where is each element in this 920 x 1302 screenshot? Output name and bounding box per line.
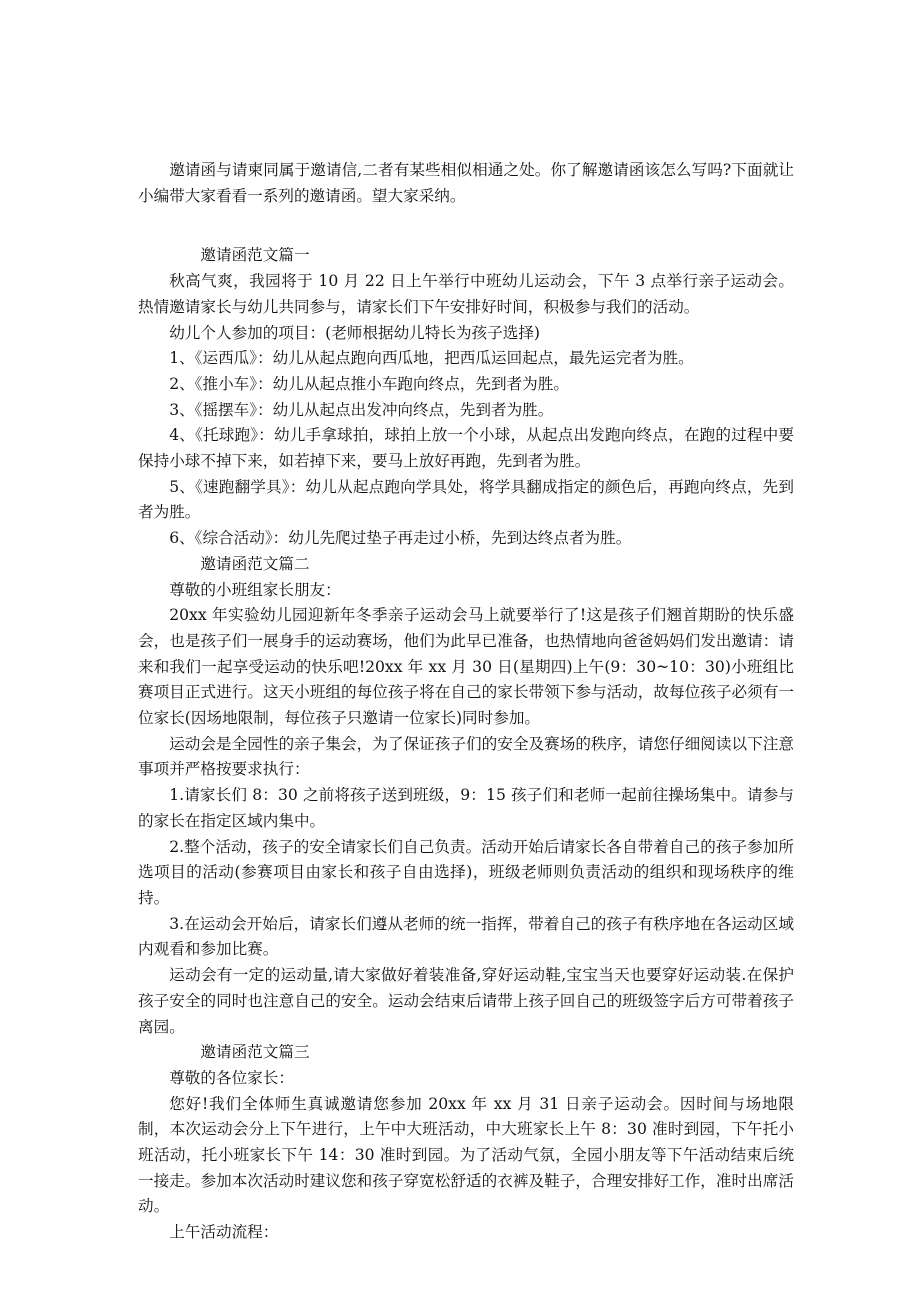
list-item: 1.请家长们 8：30 之前将孩子送到班级，9：15 孩子们和老师一起前往操场集中。请参与的家长在指定区域内集中。 — [138, 786, 794, 830]
list-item: 2、《推小车》：幼儿从起点推小车跑向终点，先到者为胜。 — [169, 374, 569, 393]
list-item: 6、《综合活动》：幼儿先爬过垫子再走过小桥，先到达终点者为胜。 — [169, 529, 632, 548]
list-item: 3、《摇摆车》：幼儿从起点出发冲向终点，先到者为胜。 — [169, 400, 554, 419]
paragraph: 您好!我们全体师生真诚邀请您参加 20xx 年 xx 月 31 日亲子运动会。因时间与场地限制，本次运动会分上下午进行，上午中大班活动，中大班家长上午 8：30 准时到园，下午托小班活动，托小班家长下午 14：30 准时到园。为了活动气氛，全园小朋友等下午活动结束后统一接走。参加本次活动时建议您和孩子穿宽松舒适的衣裤及鞋子，合理安排好工作，准时出席活动。 — [138, 1094, 794, 1216]
paragraph: 运动会有一定的运动量,请大家做好着装准备,穿好运动鞋,宝宝当天也要穿好运动装.在保护孩子安全的同时也注意自己的安全。运动会结束后请带上孩子回自己的班级签字后方可带着孩子离园。 — [138, 966, 794, 1036]
intro-paragraph: 邀请函与请柬同属于邀请信,二者有某些相似相通之处。你了解邀请函该怎么写吗?下面就让小编带大家看看一系列的邀请函。望大家采纳。 — [138, 161, 794, 205]
salutation: 尊敬的各位家长： — [169, 1068, 294, 1087]
section-heading-3: 邀请函范文篇三 — [200, 1043, 310, 1062]
paragraph: 秋高气爽，我园将于 10 月 22 日上午举行中班幼儿运动会，下午 3 点举行亲子运动会。热情邀请家长与幼儿共同参与，请家长们下午安排好时间，积极参与我们的活动。 — [138, 272, 794, 316]
list-item: 2.整个活动，孩子的安全请家长们自己负责。活动开始后请家长各自带着自己的孩子参加所选项目的活动(参赛项目由家长和孩子自由选择)，班级老师则负责活动的组织和现场秩序的维持。 — [138, 837, 794, 907]
salutation: 尊敬的小班组家长朋友： — [169, 580, 341, 599]
paragraph: 上午活动流程： — [169, 1223, 279, 1242]
section-heading-2: 邀请函范文篇二 — [200, 554, 310, 573]
list-item: 5、《速跑翻学具》：幼儿从起点跑向学具处，将学具翻成指定的颜色后，再跑向终点，先到者为胜。 — [138, 477, 794, 522]
spacer — [138, 209, 794, 243]
paragraph: 20xx 年实验幼儿园迎新年冬季亲子运动会马上就要举行了!这是孩子们翘首期盼的快乐盛会，也是孩子们一展身手的运动赛场，他们为此早已准备，也热情地向爸爸妈妈们发出邀请：请来和我们一起享受运动的快乐吧!20xx 年 xx 月 30 日(星期四)上午(9：30~10：30)小班组比赛项目正式进行。这天小班组的每位孩子将在自己的家长带领下参与活动，故每位孩子必须有一位家长(因场地限制，每位孩子只邀请一位家长)同时参加。 — [138, 606, 794, 728]
list-item: 1、《运西瓜》：幼儿从起点跑向西瓜地，把西瓜运回起点，最先运完者为胜。 — [169, 349, 694, 368]
list-item: 3.在运动会开始后，请家长们遵从老师的统一指挥，带着自己的孩子有秩序地在各运动区域内观看和参加比赛。 — [138, 914, 794, 959]
paragraph: 运动会是全园性的亲子集会，为了保证孩子们的安全及赛场的秩序，请您仔细阅读以下注意事项并严格按要求执行： — [138, 734, 794, 779]
list-item: 4、《托球跑》：幼儿手拿球拍，球拍上放一个小球，从起点出发跑向终点，在跑的过程中要保持小球不掉下来，如若掉下来，要马上放好再跑，先到者为胜。 — [138, 426, 794, 471]
document-body — [138, 158, 794, 1246]
paragraph: 幼儿个人参加的项目：(老师根据幼儿特长为孩子选择) — [169, 323, 541, 342]
section-heading-1: 邀请函范文篇一 — [200, 246, 310, 265]
